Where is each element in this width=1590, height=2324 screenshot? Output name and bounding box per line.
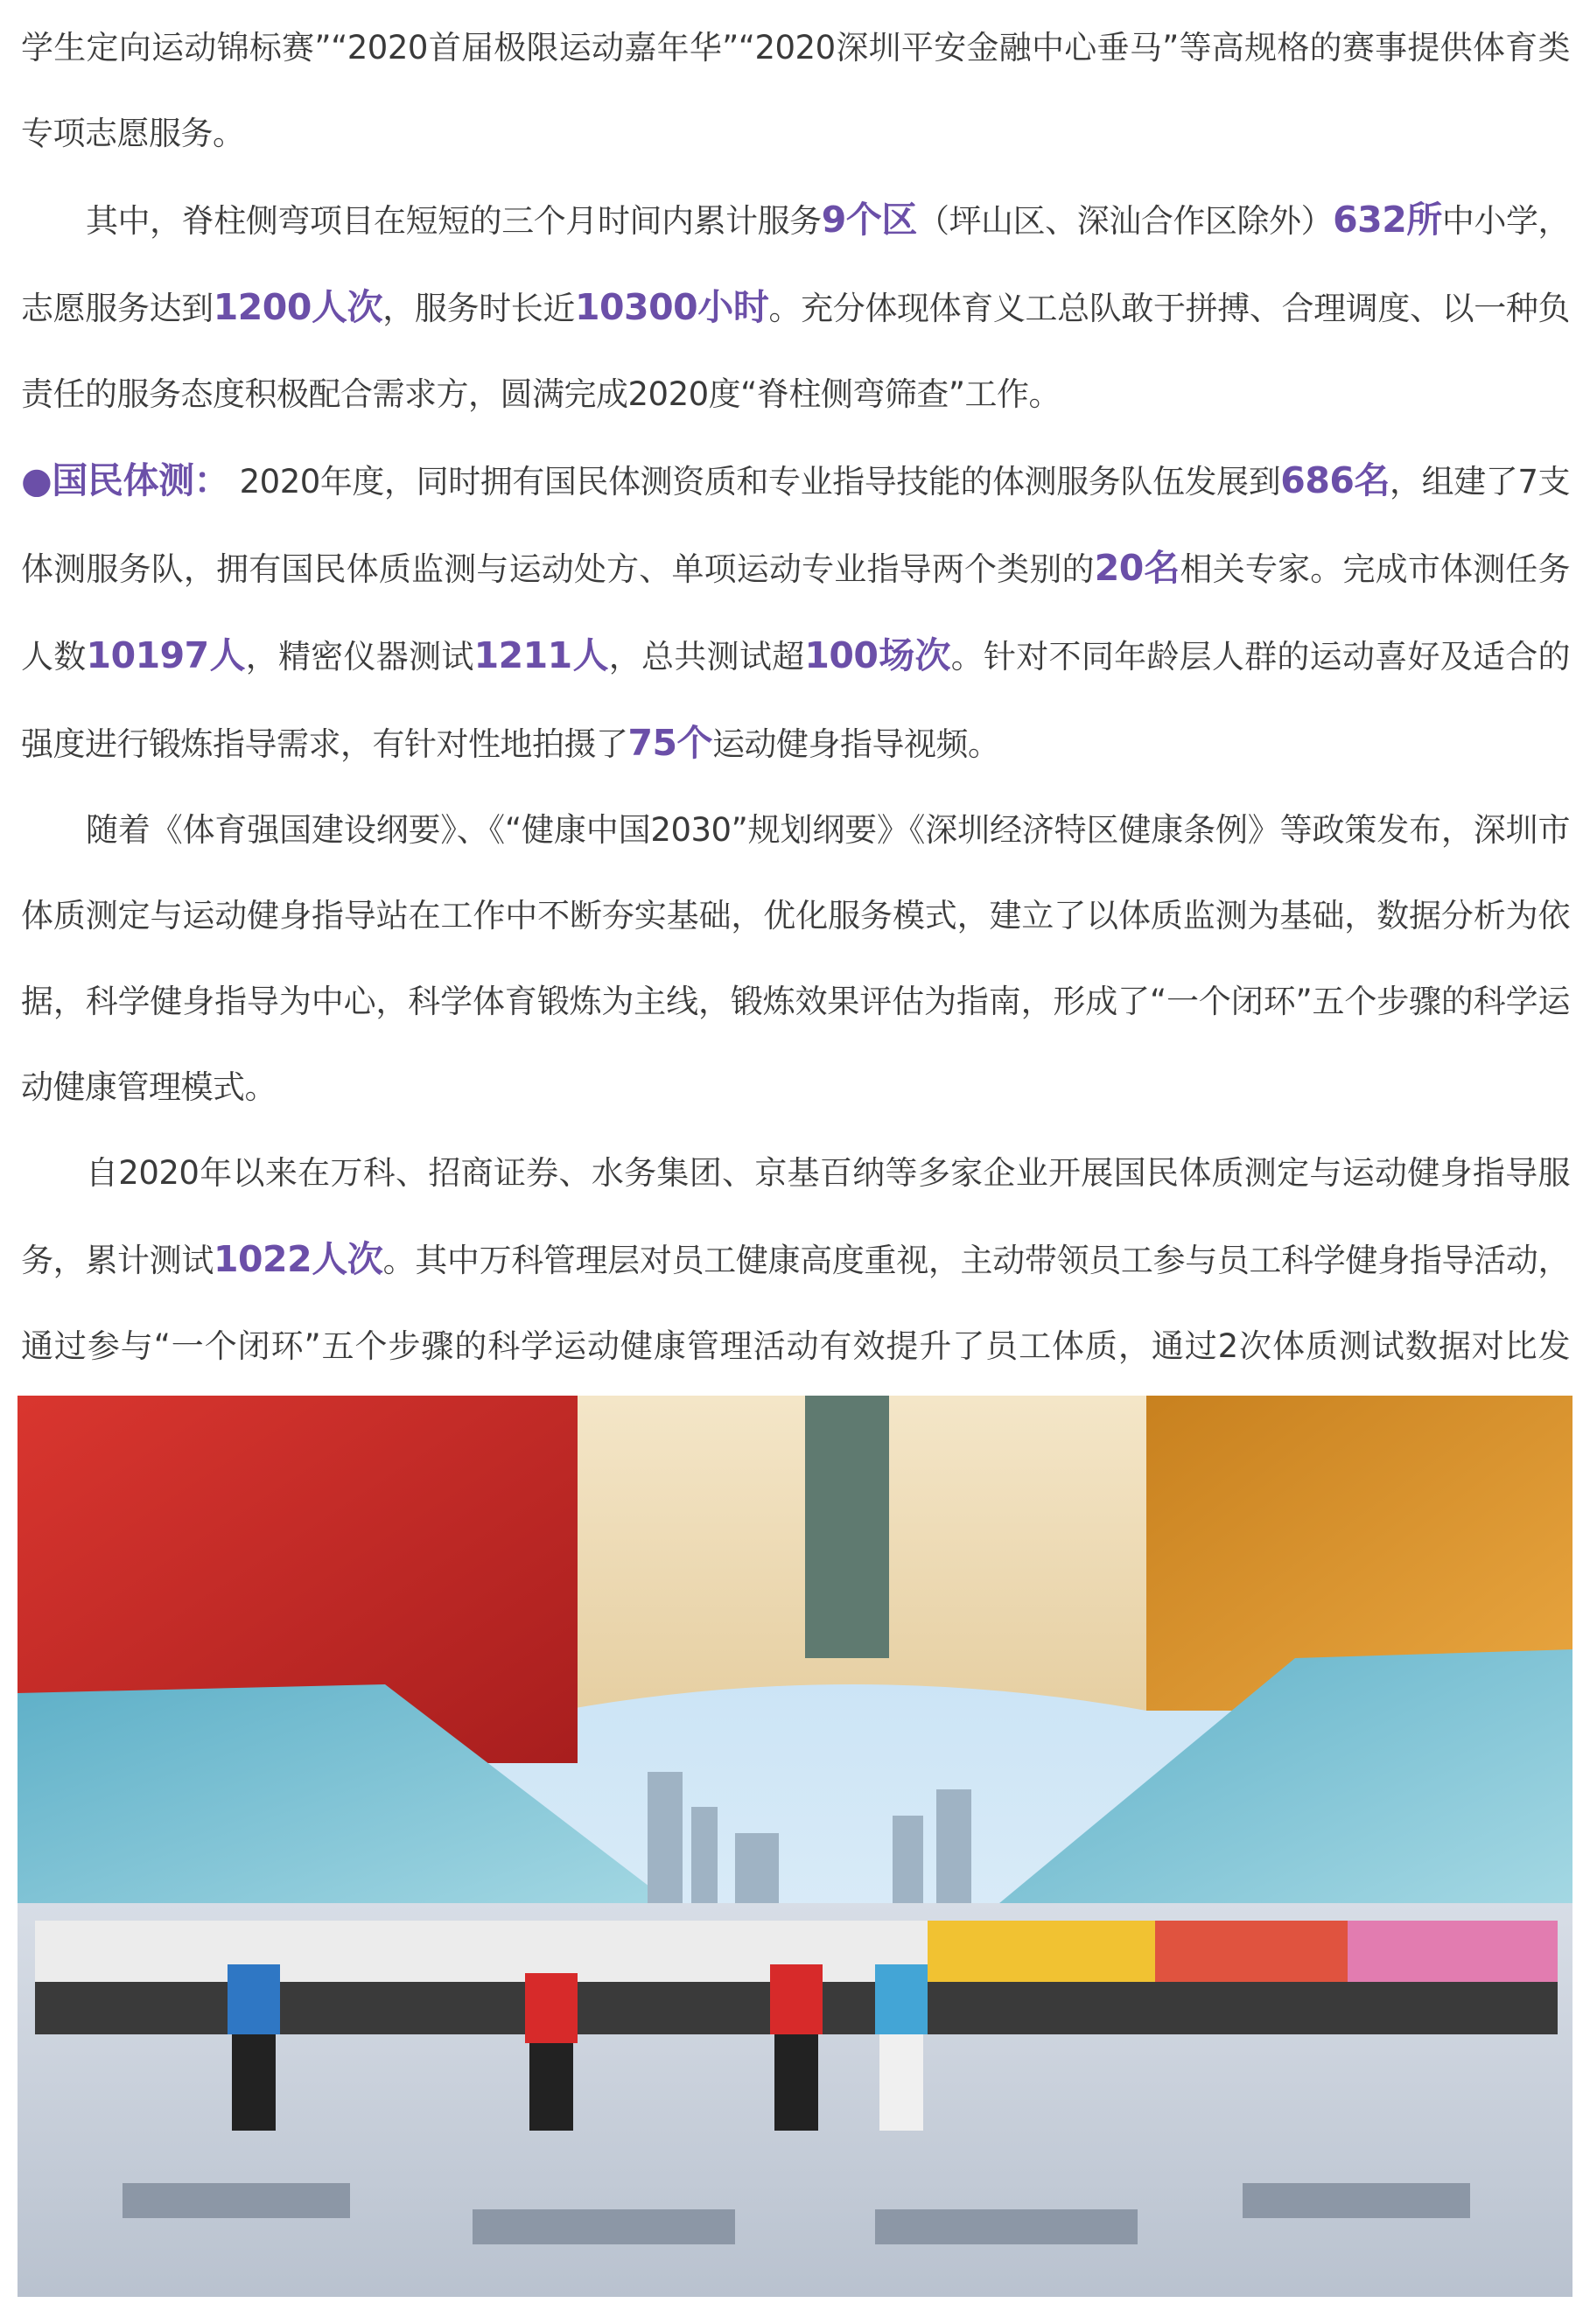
text-run: 学生定向运动锦标赛”“2020首届极限运动嘉年华”“2020深圳平安金融中心垂马”等高规格的赛事提供体育类专项志愿服务。 <box>21 29 1570 152</box>
text-run: 运动健身指导视频。 <box>712 725 1000 763</box>
plaza-group-exercise-photo <box>18 1396 1572 2297</box>
text-run: （坪山区、深汕合作区除外） <box>916 202 1334 240</box>
text-run: 随着《体育强国建设纲要》、《“健康中国2030”规划纲要》《深圳经济特区健康条例》等政策发布，深圳市体质测定与运动健身指导站在工作中不断夯实基础，优化服务模式，建立了以体质监测为基础，数据分析为依据，科学健身指导为中心，科学体育锻炼为主线，锻炼效果评估为指南，形成了“一个闭环”五个步骤的科学运动健康管理模式。 <box>21 811 1570 1106</box>
paragraph-spine-screening <box>21 177 1570 438</box>
text-run: 2020年度，同时拥有国民体测资质和专业指导技能的体测服务队伍发展到 <box>229 463 1281 500</box>
paragraph-national-fitness-test <box>21 438 1570 788</box>
highlight-number: 1022人次 <box>213 1238 383 1280</box>
text-run: ，精密仪器测试 <box>245 638 474 676</box>
article-text <box>21 5 1570 1477</box>
text-run: ，服务时长近 <box>382 290 575 327</box>
section-heading: ●国民体测： <box>21 459 230 501</box>
text-run: 中小学，志愿服务达到 <box>21 202 1571 327</box>
photo-illustration <box>18 1396 1572 2297</box>
highlight-number: 10300小时 <box>575 286 769 328</box>
text-run: 。充分体现体育义工总队敢于拼搏、合理调度、以一种负责任的服务态度积极配合需求方，圆满完成2020度“脊柱侧弯筛查”工作。 <box>21 290 1571 413</box>
roof-skylight <box>805 1396 889 1658</box>
text-run: ，组建了7支体测服务队，拥有国民体质监测与运动处方、单项运动专业指导两个类别的 <box>21 463 1570 588</box>
text-run: 其中，脊柱侧弯项目在短短的三个月时间内累计服务 <box>86 202 822 240</box>
paragraph-policy <box>21 788 1570 1130</box>
text-run: 。其中万科管理层对员工健康高度重视，主动带领员工参与员工科学健身指导活动，通过参与“一个闭环”五个步骤的科学运动健康管理活动有效提升了员工体质，通过2次体质测试数据对比发 <box>21 1242 1570 1365</box>
highlight-number: 686名 <box>1280 459 1390 501</box>
highlight-number: 10197人 <box>86 634 246 676</box>
highlight-number: 1200人次 <box>213 286 383 328</box>
highlight-number: 632所 <box>1333 199 1442 241</box>
paragraph-events <box>21 5 1570 177</box>
text-run: 自2020年以来在万科、招商证券、水务集团、京基百纳等多家企业开展国民体质测定与运动健身指导服务，累计测试 <box>21 1154 1570 1279</box>
highlight-number: 20名 <box>1094 547 1180 589</box>
highlight-number: 100场次 <box>804 634 951 676</box>
highlight-number: 1211人 <box>473 634 609 676</box>
highlight-number: 75个 <box>627 722 713 764</box>
highlight-number: 9个区 <box>821 199 917 241</box>
text-run: 相关专家。完成市体测任务人数 <box>21 550 1571 676</box>
text-run: 。针对不同年龄层人群的运动喜好及适合的强度进行锻炼指导需求，有针对性地拍摄了 <box>21 638 1571 763</box>
text-run: ，总共测试超 <box>608 638 805 676</box>
